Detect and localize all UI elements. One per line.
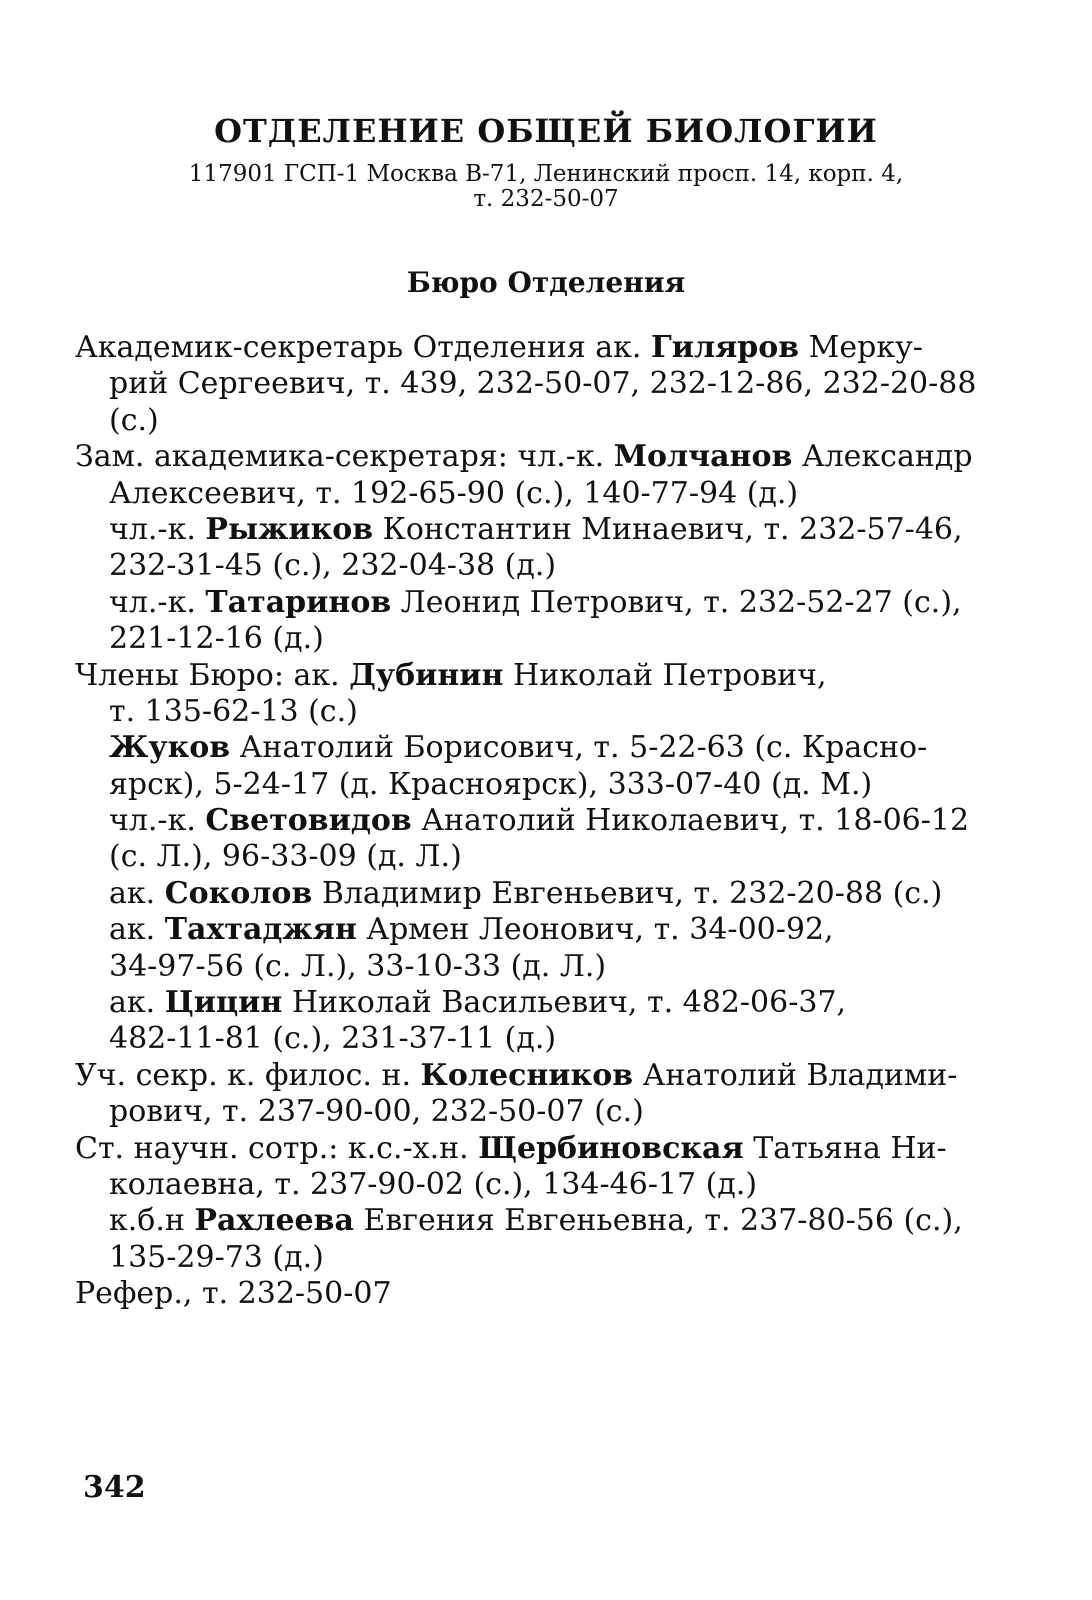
person-surname: Рыжиков <box>205 511 374 547</box>
entry-text: Академик-секретарь Отделения ак. <box>75 330 652 365</box>
entry-text: Евгения Евгеньевна, т. 237-80-56 (с.), <box>353 1203 963 1239</box>
person-surname: Гиляров <box>651 330 800 365</box>
entry-continuation-line <box>75 912 1035 948</box>
entry-text: чл.-к. <box>109 511 206 547</box>
entry-continuation-line <box>75 476 1035 512</box>
entry-text: Уч. секр. к. филос. н. <box>75 1057 421 1093</box>
entry-continuation-line <box>75 694 1035 730</box>
entry-text: Члены Бюро: ак. <box>75 657 350 693</box>
entry-text: 482-11-81 (с.), 231-37-11 (д.) <box>109 1021 557 1057</box>
entry-text: ак. <box>109 912 165 948</box>
entry-text: Николай Васильевич, т. 482-06-37, <box>282 985 847 1021</box>
entry-continuation-line <box>75 548 1035 584</box>
entry-continuation-line <box>75 803 1035 839</box>
entry-text: (с.) <box>109 402 159 438</box>
entry-text: чл.-к. <box>109 584 206 620</box>
section-title: Бюро Отделения <box>406 266 686 299</box>
entry-text: т. 135-62-13 (с.) <box>109 693 358 729</box>
entry-text: чл.-к. <box>109 803 206 839</box>
entry-text: Алексеевич, т. 192-65-90 (с.), 140-77-94 (д.) <box>109 475 799 511</box>
entry-text: Ст. научн. сотр.: к.с.-х.н. <box>75 1130 479 1166</box>
entry-text: ярск), 5-24-17 (д. Красноярск), 333-07-40 (д. М.) <box>109 766 873 802</box>
address-block <box>0 162 1092 212</box>
entry-line <box>75 330 1035 366</box>
entry-text: 135-29-73 (д.) <box>109 1239 324 1275</box>
entry-text: рий Сергеевич, т. 439, 232-50-07, 232-12-86, 232-20-88 <box>109 366 977 402</box>
person-surname: Колесников <box>420 1057 634 1093</box>
entry-text: рович, т. 237-90-00, 232-50-07 (с.) <box>109 1094 644 1130</box>
person-surname: Дубинин <box>349 657 504 693</box>
entry-text: Владимир Евгеньевич, т. 232-20-88 (с.) <box>312 875 943 911</box>
entry-text: (с. Л.), 96-33-09 (д. Л.) <box>109 839 462 875</box>
entry-line <box>75 439 1035 475</box>
entry-continuation-line <box>75 985 1035 1021</box>
entry-continuation-line <box>75 839 1035 875</box>
entry-continuation-line <box>75 1240 1035 1276</box>
entry-text: ак. <box>109 985 165 1021</box>
entry-continuation-line <box>75 366 1035 402</box>
entry-line <box>75 1131 1035 1167</box>
entry-continuation-line <box>75 1021 1035 1057</box>
person-surname: Соколов <box>164 875 313 911</box>
person-surname: Световидов <box>205 803 412 839</box>
entry-text: Анатолий Николаевич, т. 18-06-12 <box>411 803 970 839</box>
address-phone-line: т. 232-50-07 <box>473 186 619 212</box>
entry-text: Анатолий Борисович, т. 5-22-63 (с. Красно- <box>230 730 928 766</box>
entry-line <box>75 658 1035 694</box>
entry-text: Татьяна Ни- <box>743 1130 947 1166</box>
entry-text: 221-12-16 (д.) <box>109 621 324 657</box>
entry-text: 34-97-56 (с. Л.), 33-10-33 (д. Л.) <box>109 948 607 984</box>
entry-continuation-line <box>75 1203 1035 1239</box>
entry-continuation-line <box>75 585 1035 621</box>
entry-text: к.б.н <box>109 1203 195 1239</box>
entry-text: 232-31-45 (с.), 232-04-38 (д.) <box>109 548 557 584</box>
person-surname: Татаринов <box>205 584 392 620</box>
entry-line <box>75 1058 1035 1094</box>
person-surname: Щербиновская <box>478 1130 744 1166</box>
page-number: 342 <box>83 1470 146 1505</box>
entry-continuation-line <box>75 1094 1035 1130</box>
person-surname: Цицин <box>164 985 283 1021</box>
entry-text: Армен Леонович, т. 34-00-92, <box>356 912 834 948</box>
entry-continuation-line <box>75 767 1035 803</box>
entry-continuation-line <box>75 512 1035 548</box>
entry-text: колаевна, т. 237-90-02 (с.), 134-46-17 (д.) <box>109 1166 758 1202</box>
entry-continuation-line <box>75 730 1035 766</box>
entry-text: ак. <box>109 875 165 911</box>
entry-text: Константин Минаевич, т. 232-57-46, <box>373 511 963 547</box>
entry-line <box>75 1276 1035 1312</box>
entry-continuation-line <box>75 403 1035 439</box>
entry-text: Мерку- <box>799 330 923 365</box>
person-surname: Жуков <box>109 730 231 766</box>
entry-continuation-line <box>75 621 1035 657</box>
entry-continuation-line <box>75 949 1035 985</box>
entry-continuation-line <box>75 876 1035 912</box>
person-surname: Рахлеева <box>194 1203 354 1239</box>
person-surname: Тахтаджян <box>164 912 357 948</box>
entry-continuation-line <box>75 1167 1035 1203</box>
entry-text: Леонид Петрович, т. 232-52-27 (с.), <box>391 584 962 620</box>
address-line: 117901 ГСП-1 Москва В-71, Ленинский просп. 14, корп. 4, <box>188 161 904 187</box>
entry-text: Рефер., т. 232-50-07 <box>75 1276 392 1312</box>
entry-text: Николай Петрович, <box>503 657 827 693</box>
bureau-entries-list <box>75 330 1035 1313</box>
entry-text: Анатолий Владими- <box>633 1057 958 1093</box>
page-title: ОТДЕЛЕНИЕ ОБЩЕЙ БИОЛОГИИ <box>214 112 878 150</box>
entry-text: Зам. академика-секретаря: чл.-к. <box>75 439 614 475</box>
entry-text: Александр <box>792 439 973 475</box>
person-surname: Молчанов <box>613 439 793 475</box>
